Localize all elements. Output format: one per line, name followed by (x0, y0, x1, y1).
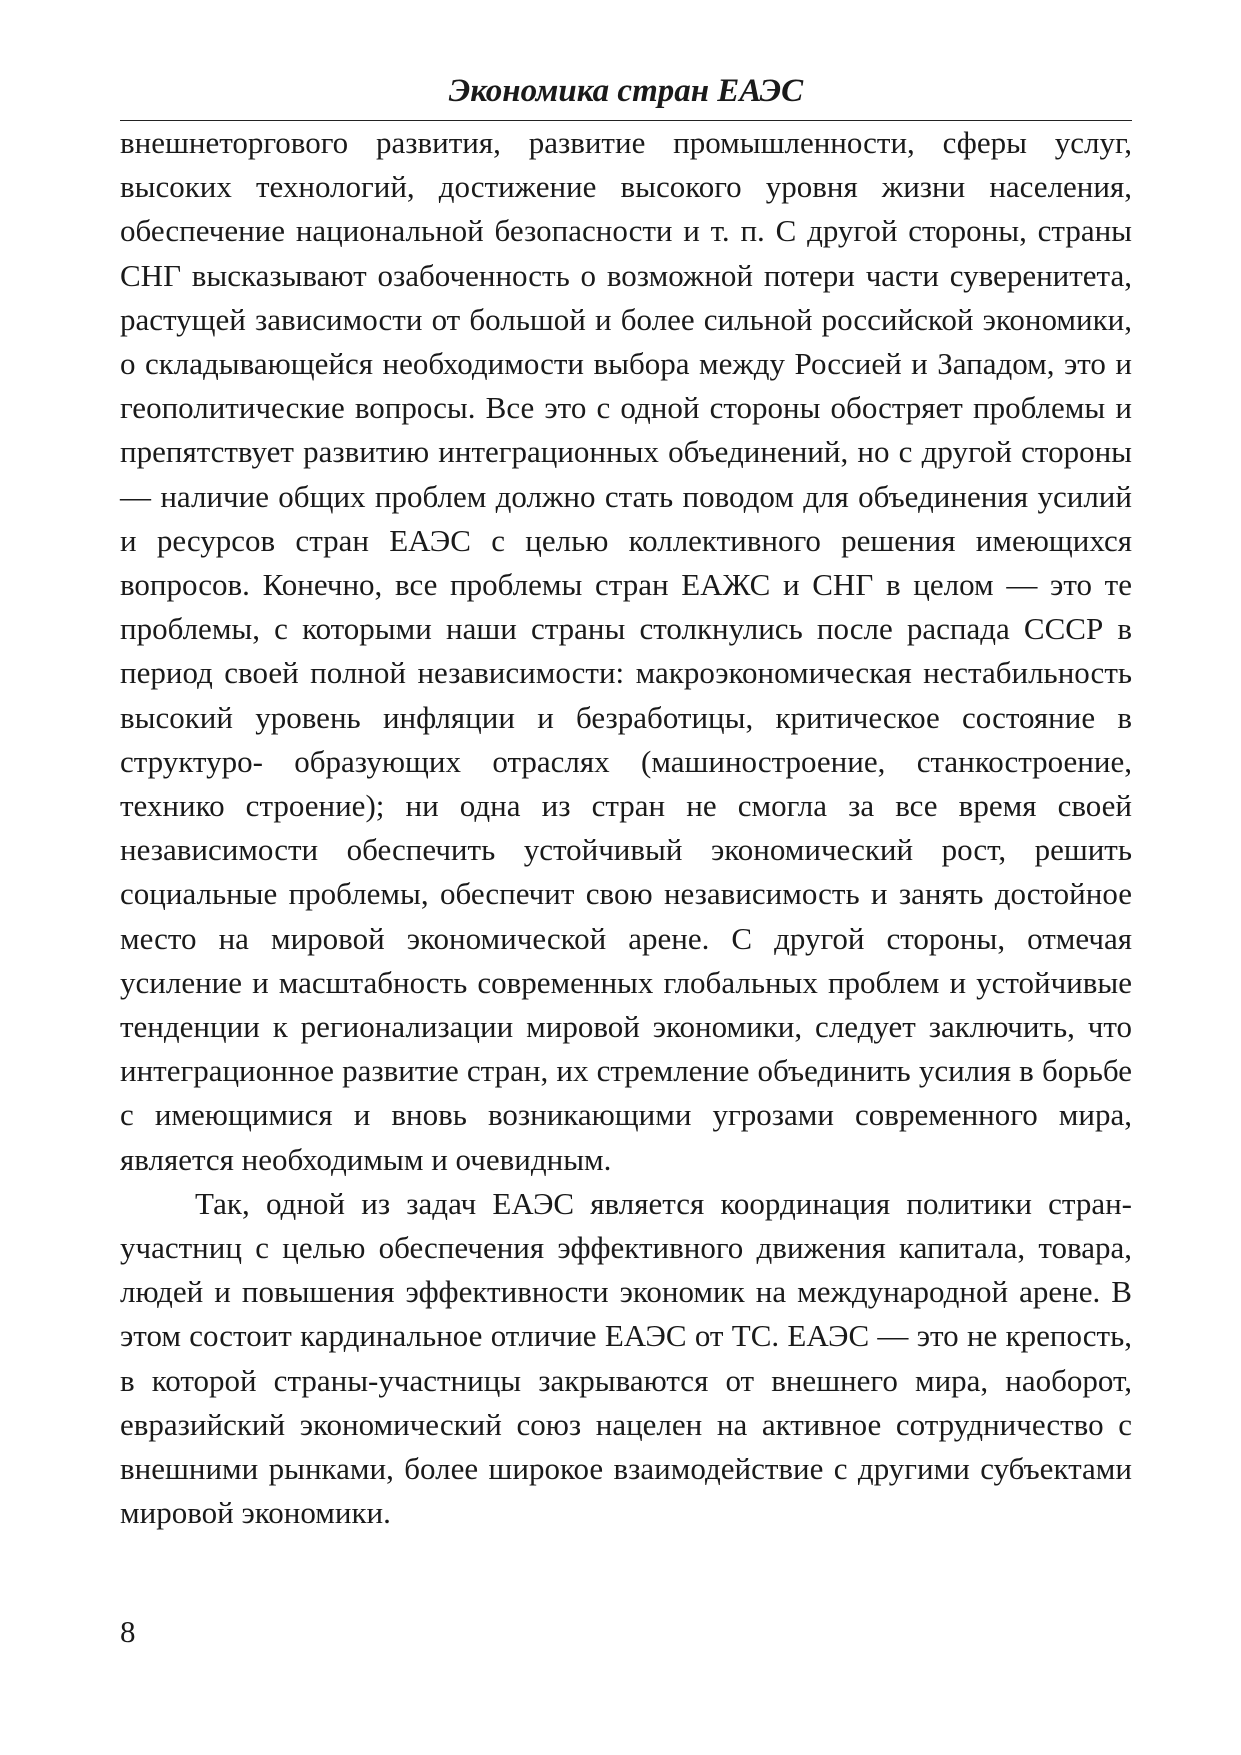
running-header-title: Экономика стран ЕАЭС (448, 73, 804, 109)
paragraph-continuation: внешнеторгового развития, развитие промышленности, сферы услуг, высоких технологий, достижение высокого уровня жизни населения, обеспечение национальной безопасности и т. п. С другой стороны, страны СНГ высказывают озабоченность о возможной потери части суверенитета, растущей зависимости от большой и более сильной российской экономики, о складывающейся необходимости выбора между Россией и Западом, это и геополитические вопросы. Все это с одной стороны обостряет проблемы и препятствует развитию интеграционных объединений, но с другой стороны — наличие общих проблем должно стать поводом для объединения усилий и ресурсов стран ЕАЭС с целью коллективного решения имеющихся вопросов. Конечно, все проблемы стран ЕАЖС и СНГ в целом — это те проблемы, с которыми наши страны столкнулись после распада СССР в период своей полной независимости: макроэкономическая нестабильность высокий уровень инфляции и безработицы, критическое состояние в структуро- образующих отраслях (машиностроение, станкостроение, технико строение); ни одна из стран не смогла за все время своей независимости обеспечить устойчивый экономический рост, решить социальные проблемы, обеспечит свою независимость и занять достойное место на мировой экономической арене. С другой стороны, отмечая усиление и масштабность современных глобальных проблем и устойчивые тенденции к регионализации мировой экономики, следует заключить, что интеграционное развитие стран, их стремление объединить усилия в борьбе с имеющимися и вновь возникающими угрозами современного мира, является необходимым и очевидным. (120, 125, 1132, 1177)
paragraph: Так, одной из задач ЕАЭС является координация политики стран-участниц с целью обеспечения эффективного движения капитала, товара, людей и повышения эффективности экономик на международной арене. В этом состоит кардинальное отличие ЕАЭС от ТС. ЕАЭС — это не крепость, в которой страны-участницы закрываются от внешнего мира, наоборот, евразийский экономический союз нацелен на активное сотрудничество с внешними рынками, более широкое взаимодействие с другими субъектами мировой экономики. (120, 1185, 1132, 1531)
page-number: 8 (120, 1614, 136, 1649)
body-text (120, 121, 1132, 1536)
